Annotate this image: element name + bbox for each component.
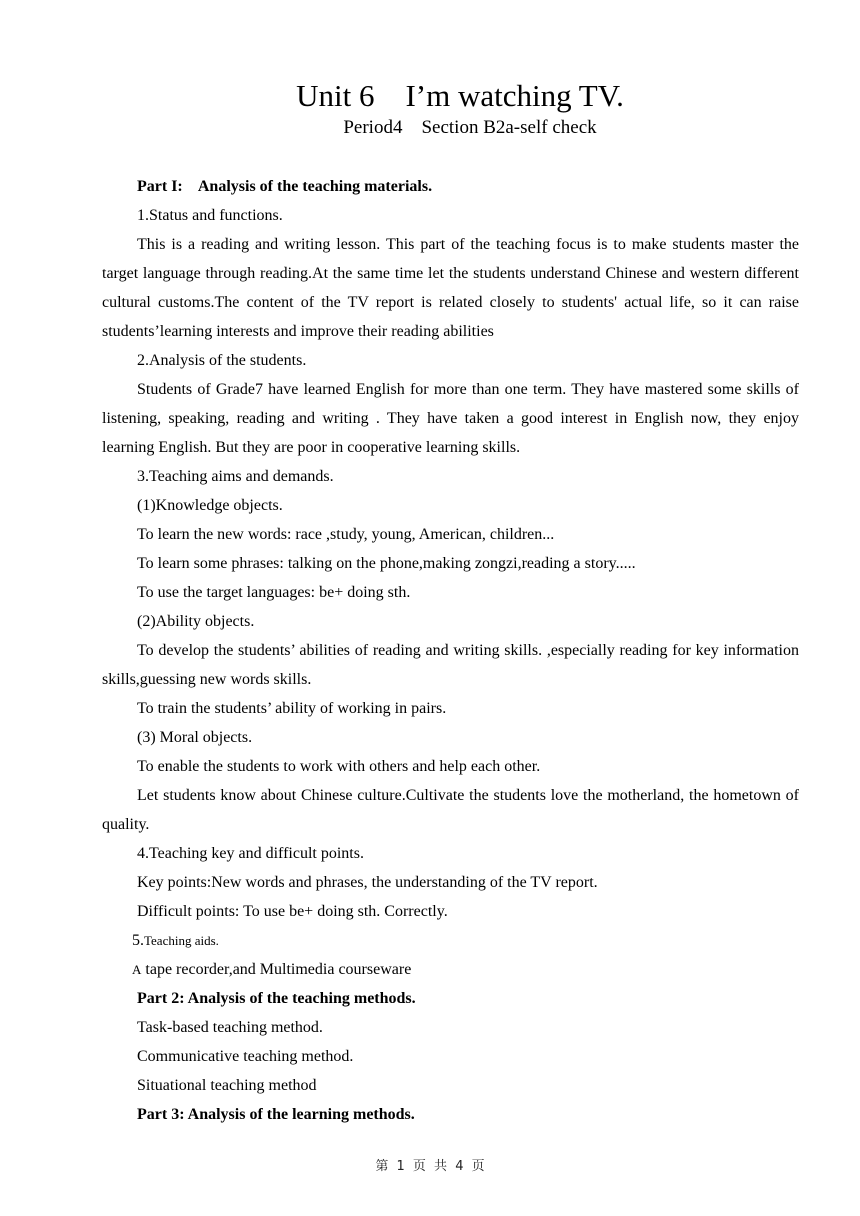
paragraph-difficult-points: Difficult points: To use be+ doing sth. Correctly. [137,903,448,920]
paragraph-pairs: To train the students’ ability of working in pairs. [137,700,447,717]
subheading-ability: (2)Ability objects. [137,613,255,630]
page-number-footer: 第 1 页 共 4 页 [375,1159,485,1174]
section-heading-part2: Part 2: Analysis of the teaching methods. [137,990,416,1007]
paragraph-ability-skills: To develop the students’ abilities of reading and writing skills. ,especially reading for key information skills,guessing new words skills. [102,642,799,688]
subheading-key-points: 4.Teaching key and difficult points. [137,845,364,862]
paragraph-phrases: To learn some phrases: talking on the phone,making zongzi,reading a story..... [137,555,636,572]
section-heading-part1: Part I: Analysis of the teaching materials. [137,178,433,195]
subheading-moral: (3) Moral objects. [137,729,253,746]
subheading-knowledge: (1)Knowledge objects. [137,497,283,514]
subheading-status: 1.Status and functions. [137,207,283,224]
list-item-communicative: Communicative teaching method. [137,1048,354,1065]
paragraph-students: Students of Grade7 have learned English for more than one term. They have mastered some skills of listening, speaking, reading and writing . They have taken a good interest in English now, they enjoy learning English. But they are poor in cooperative learning skills. [102,381,799,456]
paragraph-new-words: To learn the new words: race ,study, young, American, children... [137,526,555,543]
document-subtitle: Period4 Section B2a-self check [343,117,597,138]
teaching-aids-text: tape recorder,and Multimedia courseware [141,961,412,978]
list-item-situational: Situational teaching method [137,1077,317,1094]
paragraph-moral-work: To enable the students to work with others and help each other. [137,758,541,775]
list-item-task-based: Task-based teaching method. [137,1019,323,1036]
teaching-aids-article: A [132,962,142,977]
document-title: Unit 6 I’m watching TV. [296,78,624,113]
paragraph-moral-culture: Let students know about Chinese culture.Cultivate the students love the motherland, the hometown of quality. [102,787,799,833]
teaching-aids-number: 5. [132,932,144,949]
section-heading-part3: Part 3: Analysis of the learning methods. [137,1106,415,1123]
paragraph-target-language: To use the target languages: be+ doing sth. [137,584,411,601]
paragraph-key-points: Key points:New words and phrases, the understanding of the TV report. [137,874,598,891]
paragraph-status: This is a reading and writing lesson. This part of the teaching focus is to make students master the target language through reading.At the same time let the students understand Chinese and western different cultural customs.The content of the TV report is related closely to students' actual life, so it can raise students’learning interests and improve their reading abilities [102,236,799,340]
document-body [102,172,799,1129]
subheading-students: 2.Analysis of the students. [137,352,307,369]
subheading-aims: 3.Teaching aims and demands. [137,468,334,485]
subheading-teaching-aids [102,926,799,955]
paragraph-teaching-aids [102,955,799,984]
teaching-aids-label: Teaching aids. [144,933,219,948]
